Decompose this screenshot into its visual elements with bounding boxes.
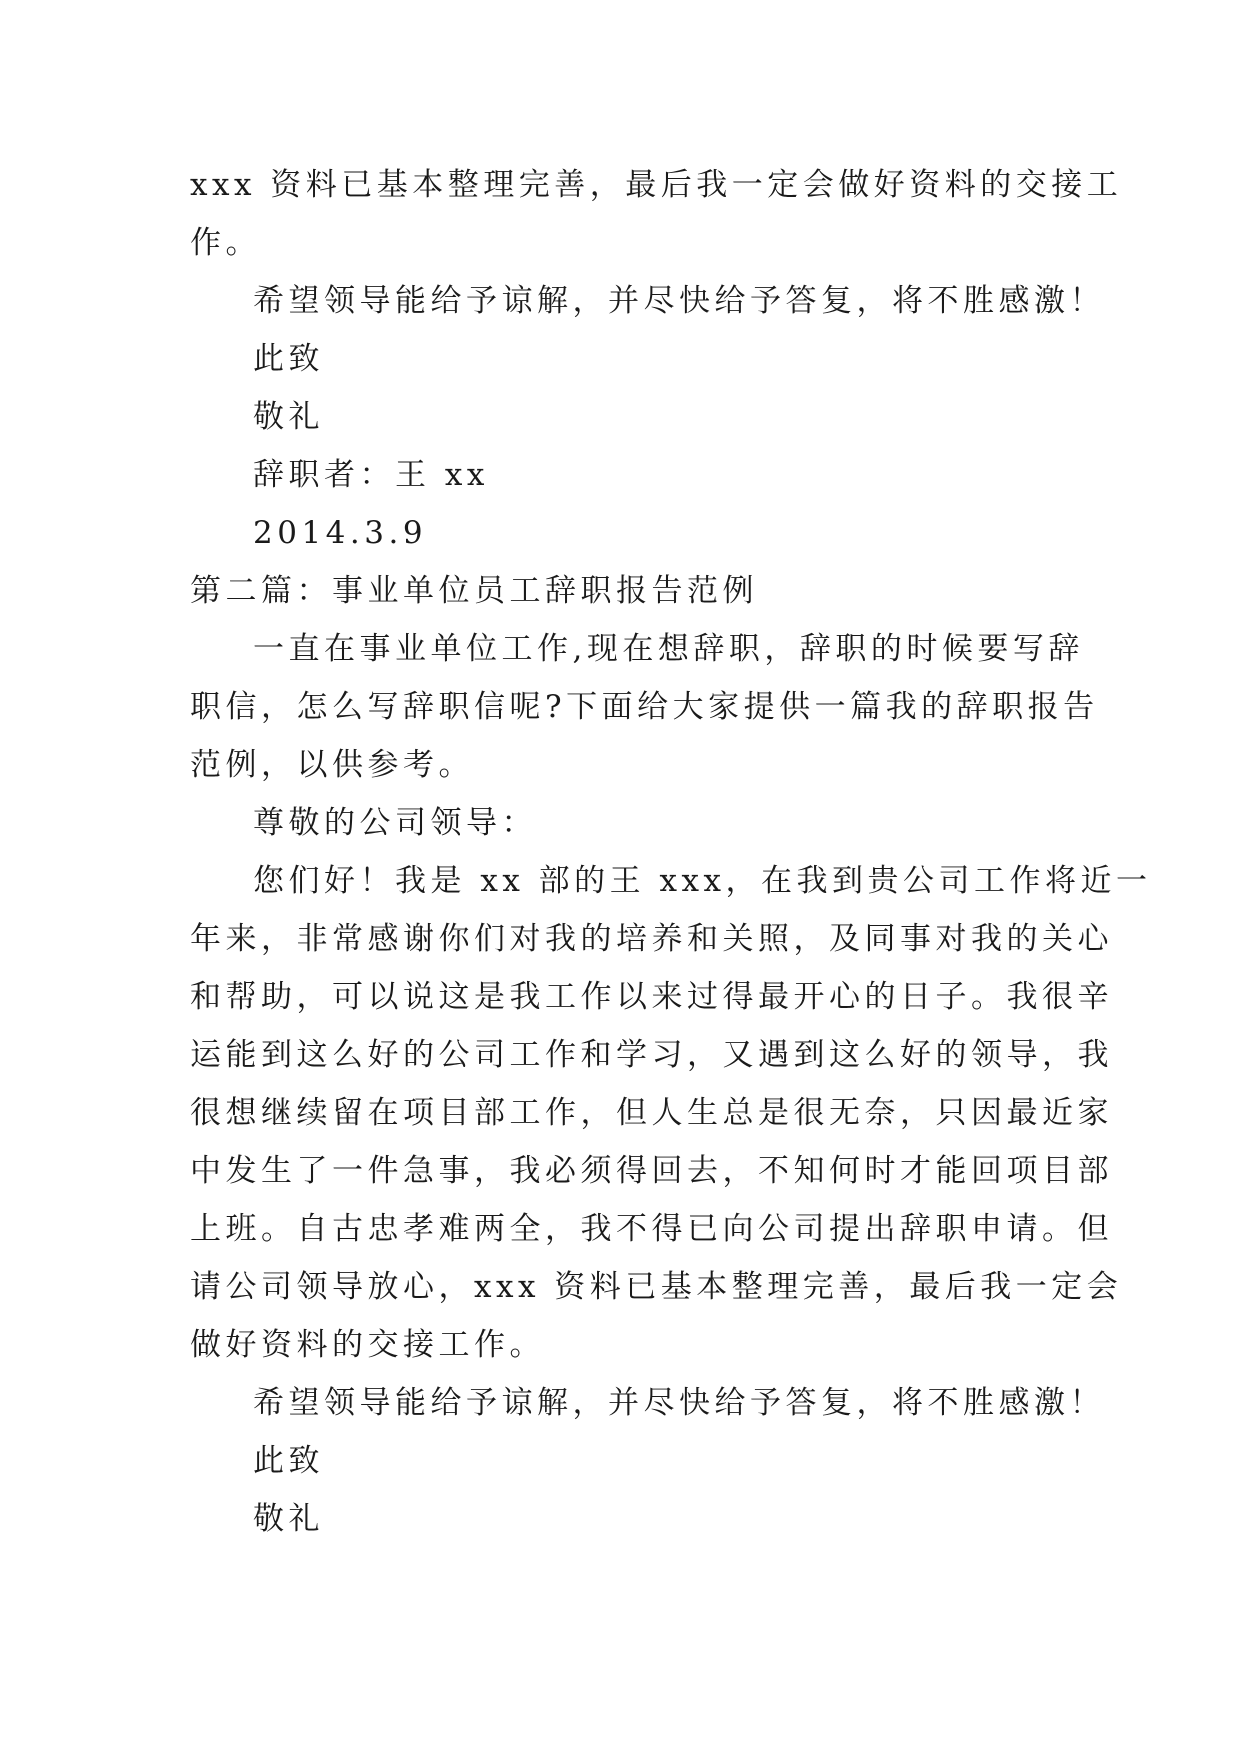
body-line: 您们好！我是 xx 部的王 xxx，在我到贵公司工作将近一 (253, 863, 1152, 899)
body-line: 上班。自古忠孝难两全，我不得已向公司提出辞职申请。但 (190, 1211, 1113, 1247)
salutation-line: 此致 (253, 341, 324, 377)
body-line: 作。 (190, 225, 261, 261)
salutation-line: 此致 (253, 1443, 324, 1479)
salutation-line: 敬礼 (253, 399, 324, 435)
salutation-line: 敬礼 (253, 1501, 324, 1537)
body-line: 运能到这么好的公司工作和学习，又遇到这么好的领导，我 (190, 1037, 1113, 1073)
greeting-line: 尊敬的公司领导： (253, 805, 537, 841)
body-line: 范例，以供参考。 (190, 747, 474, 783)
closing-line: 希望领导能给予谅解，并尽快给予答复，将不胜感激！ (253, 283, 1105, 319)
body-line: 年来，非常感谢你们对我的培养和关照，及同事对我的关心 (190, 921, 1113, 957)
body-line: 中发生了一件急事，我必须得回去，不知何时才能回项目部 (190, 1153, 1113, 1189)
body-line: 一直在事业单位工作,现在想辞职，辞职的时候要写辞 (253, 631, 1084, 667)
signature-line: 辞职者：王 xx (253, 457, 489, 493)
date-line: 2014.3.9 (253, 515, 428, 551)
body-line: 请公司领导放心，xxx 资料已基本整理完善，最后我一定会 (190, 1269, 1123, 1305)
body-line: xxx 资料已基本整理完善，最后我一定会做好资料的交接工 (190, 167, 1123, 203)
body-line: 很想继续留在项目部工作，但人生总是很无奈，只因最近家 (190, 1095, 1113, 1131)
closing-line: 希望领导能给予谅解，并尽快给予答复，将不胜感激！ (253, 1385, 1105, 1421)
body-line: 职信，怎么写辞职信呢?下面给大家提供一篇我的辞职报告 (190, 689, 1099, 725)
body-line: 做好资料的交接工作。 (190, 1327, 545, 1363)
section-heading: 第二篇：事业单位员工辞职报告范例 (190, 573, 758, 609)
body-line: 和帮助，可以说这是我工作以来过得最开心的日子。我很辛 (190, 979, 1113, 1015)
